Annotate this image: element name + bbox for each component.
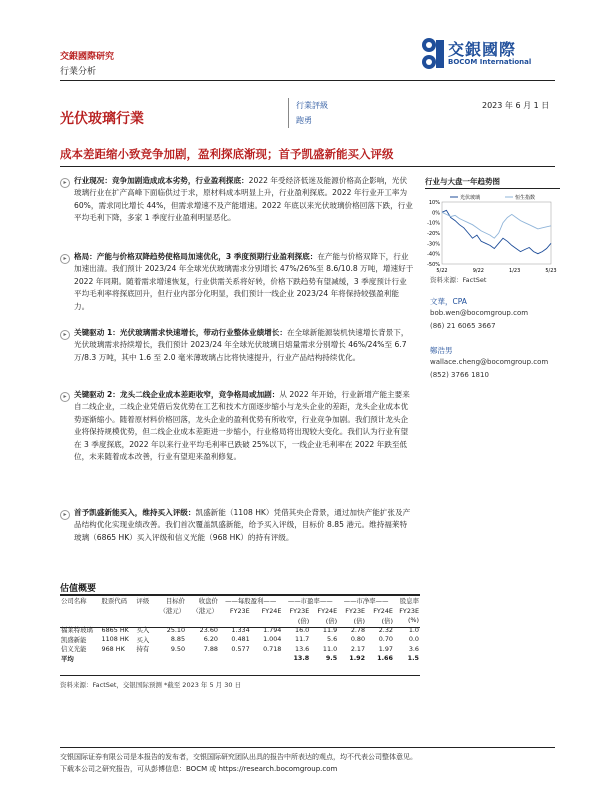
table-cell: 9.5 — [325, 654, 338, 663]
table-cell: 信义光能 — [61, 645, 87, 654]
valuation-header-row — [60, 595, 420, 606]
paragraph-5-text: 凯盛新能（1108 HK）凭借其央企背景，通过加快产能扩张及产品结构优化实现业绩改善。我们首次覆盖凯盛新能，给予买入评级，目标价 8.85 港元。维持福莱特玻璃（6865 HK）买入评级和信义光能（968 HK）的持有评级。 — [74, 508, 411, 542]
val-header-cell: 收盘价 — [198, 597, 218, 605]
paragraph-1-text: 2022 年受经济低迷及能源价格高企影响，光伏玻璃行业在扩产高峰下面临供过于求，原材料成本明显上升，行业盈利探底。2022 年行业开工率为 60%，需求同比增长 44%，但需求增速不及产能增速。2022 年底以来光伏玻璃价格回落下跌，行业平均毛利下降，多家 1 季度行业盈利明显恶化。 — [74, 176, 413, 223]
table-cell: 1.92 — [349, 654, 366, 663]
table-cell — [219, 654, 251, 664]
table-cell: 16.0 — [295, 625, 310, 634]
analyst-1-phone: (86) 21 6065 3667 — [430, 322, 496, 330]
val-unit-cell: (倍) — [381, 616, 393, 625]
table-cell: 1108 HK — [101, 635, 129, 644]
side-chart-rule — [425, 188, 560, 189]
table-cell: 持有 — [136, 645, 150, 654]
val-header-cell: 评级 — [136, 597, 150, 605]
tag-divider — [288, 98, 289, 128]
y-tick-label: -30% — [427, 241, 440, 248]
table-cell: 6865 HK — [101, 625, 129, 634]
valuation-source: 资料来源：FactSet，交银国际预测 *截至 2023 年 5 月 30 日 — [60, 681, 242, 689]
valuation-subheader-row — [60, 606, 420, 616]
paragraph-2 — [74, 251, 414, 313]
table-cell — [136, 654, 154, 664]
analyst-2-phone: (852) 3766 1810 — [430, 371, 489, 379]
paragraph-4-bold: 关键驱动 2：龙头二线企业成本差距收窄，竞争格局或加剧： — [74, 390, 280, 399]
report-date: 2023 年 6 月 1 日 — [482, 101, 550, 110]
x-tick-label: 5/22 — [436, 268, 448, 274]
table-cell: 买入 — [136, 626, 150, 635]
paragraph-2-text: 在产能与价格双降下，行业加速出清。我们预计 2023/24 年全球光伏玻璃需求分别增长 47%/26%至 8.6/10.8 万吨，增速好于 2022 年同期。随着需求增速恢复，行业供需关系将好转，价格下跌趋势有望减缓，3 季度预计行业平均毛利率将探底回升，但行业内部分化明显，我们预计一线企业 2023/24 年将保持较强盈利能力。 — [74, 252, 414, 311]
table-cell: 0.70 — [378, 635, 393, 644]
table-cell: 1.97 — [378, 644, 393, 653]
bullet-icon: ▸ — [60, 178, 70, 188]
val-sub-cell: FY24E — [317, 606, 338, 615]
table-cell: 2.78 — [350, 625, 366, 634]
table-cell: 0.577 — [231, 644, 250, 653]
analyst-2-email[interactable]: wallace.cheng@bocomgroup.com — [430, 358, 549, 366]
table-cell: 1.66 — [377, 654, 393, 663]
val-header-cell: ——市盈率—— — [287, 597, 333, 605]
table-cell: 9.50 — [170, 644, 186, 653]
x-tick-label: 1/23 — [509, 268, 521, 274]
table-cell: 1.004 — [263, 635, 282, 644]
headline-divider — [60, 166, 555, 167]
paragraph-4 — [74, 389, 414, 463]
table-cell: 凯盛新能 — [61, 635, 87, 644]
analyst-2-name: 鄭浩男 — [430, 346, 453, 355]
valuation-title: 估值概要 — [60, 584, 97, 594]
tag-outperform: 跑勇 — [296, 116, 312, 125]
table-cell — [251, 654, 283, 664]
broker-name: 交銀國際研究 — [60, 52, 115, 62]
bullet-icon: ▸ — [60, 330, 70, 340]
table-cell: 1.5 — [407, 654, 419, 663]
val-header-cell: 目标价 — [165, 597, 186, 605]
table-cell — [186, 654, 219, 664]
val-sub-cell: （港元） — [192, 607, 218, 616]
table-cell: 0.0 — [408, 635, 419, 644]
table-cell — [101, 654, 136, 664]
table-cell: 2.32 — [378, 625, 393, 634]
paragraph-1-bold: 行业现况：竞争加剧造成成本劣势，行业盈利探底： — [74, 176, 249, 185]
series-line-0 — [442, 210, 551, 253]
val-sub-cell: （港元） — [159, 607, 186, 616]
y-tick-label: 0% — [432, 210, 440, 217]
header-divider — [60, 80, 555, 81]
table-cell: 11.0 — [322, 644, 338, 653]
table-cell: 11.7 — [295, 635, 310, 644]
val-sub-cell: FY23E — [229, 606, 250, 615]
paragraph-5 — [74, 507, 414, 544]
y-tick-label: -20% — [427, 231, 440, 237]
val-sub-cell: FY24E — [373, 606, 393, 615]
analyst-1-name: 文華，CPA — [430, 297, 467, 306]
legend-label: 光伏玻璃 — [460, 195, 481, 201]
val-header-cell: ——每股盈利—— — [225, 597, 277, 605]
series-line-1 — [442, 212, 551, 238]
trend-chart — [420, 192, 555, 274]
valuation-rule-bottom — [60, 675, 420, 676]
x-tick-label: 5/23 — [545, 268, 557, 274]
side-chart-title: 行业与大盘一年趋势图 — [425, 177, 500, 186]
y-tick-label: -40% — [427, 251, 440, 258]
valuation-table — [60, 595, 420, 663]
footer-download: 下载本公司之研究报告，可从彭博信息：BOCM 或 https://research.bocomgroup.com — [60, 765, 338, 773]
tag-rating: 行業評級 — [296, 101, 328, 110]
table-row — [60, 644, 420, 654]
table-cell: 1.794 — [263, 625, 282, 634]
paragraph-3-bold: 关键驱动 1：光伏玻璃需求快速增长，带动行业整体业绩增长： — [74, 328, 287, 337]
headline: 成本差距缩小致竞争加剧，盈利探底渐现；首予凯盛新能买入评级 — [60, 147, 394, 161]
valuation-units-row — [60, 616, 420, 626]
paragraph-3-text: 在全球新能源装机快速增长背景下，光伏玻璃需求持续增长，我们预计 2023/24 年全球光伏玻璃日熔量需求分别增长 46%/24%至 6.7 万/8.3 万吨，其中 1.6 至 2.0 毫米薄玻璃占比将快速提升，行业产品结构持续优化。 — [74, 328, 409, 362]
bullet-icon: ▸ — [60, 510, 70, 520]
table-cell: 0.718 — [263, 644, 282, 653]
valuation-rule-mid — [60, 627, 420, 628]
chart-source: 资料来源：FactSet — [430, 276, 487, 284]
table-cell: 买入 — [136, 635, 150, 644]
table-cell: 23.60 — [199, 625, 218, 634]
val-header-cell: 股息率 — [399, 597, 419, 605]
table-cell: 1.334 — [231, 625, 250, 634]
table-cell: 968 HK — [101, 644, 125, 653]
bullet-icon: ▸ — [60, 392, 70, 402]
bullet-icon: ▸ — [60, 254, 70, 264]
valuation-average-row — [60, 654, 420, 664]
table-cell: 0.481 — [231, 635, 250, 644]
table-cell: 13.6 — [295, 644, 310, 653]
logo-cn: 交銀國際 — [448, 40, 517, 59]
table-cell: 0.80 — [350, 635, 366, 644]
val-unit-cell: (倍) — [325, 616, 338, 625]
val-sub-cell: FY24E — [261, 606, 282, 615]
logo-en: BOCOM International — [448, 58, 532, 66]
table-cell: 8.85 — [170, 635, 186, 644]
legend-label: 恒生指数 — [515, 195, 536, 201]
val-sub-cell: FY23E — [289, 606, 310, 615]
y-tick-label: 10% — [428, 200, 440, 206]
chart-frame — [442, 202, 551, 264]
table-cell: 13.8 — [293, 654, 310, 663]
table-row — [60, 635, 420, 645]
industry-title: 光伏玻璃行業 — [60, 111, 144, 127]
paragraph-2-bold: 格局：产能与价格双降趋势使格局加速优化，3 季度预期行业盈利探底： — [74, 252, 318, 261]
analyst-1-email[interactable]: bob.wen@bocomgroup.com — [430, 309, 529, 317]
val-sub-cell: FY23E — [399, 606, 419, 615]
report-type: 行業分析 — [60, 67, 97, 77]
x-tick-label: 9/22 — [472, 268, 484, 274]
val-sub-cell: FY23E — [345, 606, 366, 615]
table-cell: 3.6 — [408, 644, 419, 653]
table-cell: 2.17 — [350, 644, 366, 653]
bocom-logo-icon — [420, 36, 446, 70]
paragraph-3 — [74, 327, 414, 364]
table-cell: 5.6 — [326, 635, 338, 644]
table-cell: 平均 — [61, 654, 74, 663]
table-cell: 福莱特玻璃 — [61, 626, 93, 635]
val-header-cell: 公司名称 — [61, 597, 87, 605]
y-tick-label: -50% — [427, 262, 440, 268]
y-tick-label: -10% — [427, 220, 440, 227]
paragraph-1 — [74, 175, 414, 225]
val-header-cell: ——市净率—— — [343, 597, 389, 605]
val-unit-cell: (%) — [407, 616, 419, 625]
val-unit-cell: (倍) — [297, 616, 310, 625]
paragraph-5-bold: 首予凯盛新能买入，维持买入评级： — [74, 508, 196, 517]
table-cell: 1.0 — [408, 625, 419, 634]
footer-divider — [60, 747, 555, 748]
table-cell: 7.88 — [203, 644, 218, 653]
val-header-cell: 股票代码 — [101, 597, 128, 605]
table-cell — [153, 654, 186, 664]
val-unit-cell: (倍) — [353, 616, 366, 625]
paragraph-4-text: 从 2022 年开始，行业新增产能主要来自二线企业，二线企业凭借后发优势在工艺和技术方面逐步缩小与龙头企业的差距，龙头企业成本优势逐渐缩小。随着原材料价格回落，龙头企业的盈利优势有所收窄，行业竞争加剧。我们预计龙头企业将保持规模优势，但二线企业成本差距进一步缩小，行业格局将出现较大变化。我们认为行业有望在 3 季度探底，2022 年以来行业平均毛利率已跌破 25%以下，一线企业毛利率在 2022 年跌至低位，未来随着成本改善，行业有望迎来盈利修复。 — [74, 390, 410, 462]
footer-disclaimer: 交银国际证券有限公司是本报告的发布者，交银国际研究团队出具的报告中所表达的观点，均不代表公司整体意见。 — [60, 753, 417, 761]
table-cell: 6.20 — [203, 635, 218, 644]
table-cell: 11.9 — [322, 625, 338, 634]
table-cell: 25.10 — [166, 625, 186, 634]
